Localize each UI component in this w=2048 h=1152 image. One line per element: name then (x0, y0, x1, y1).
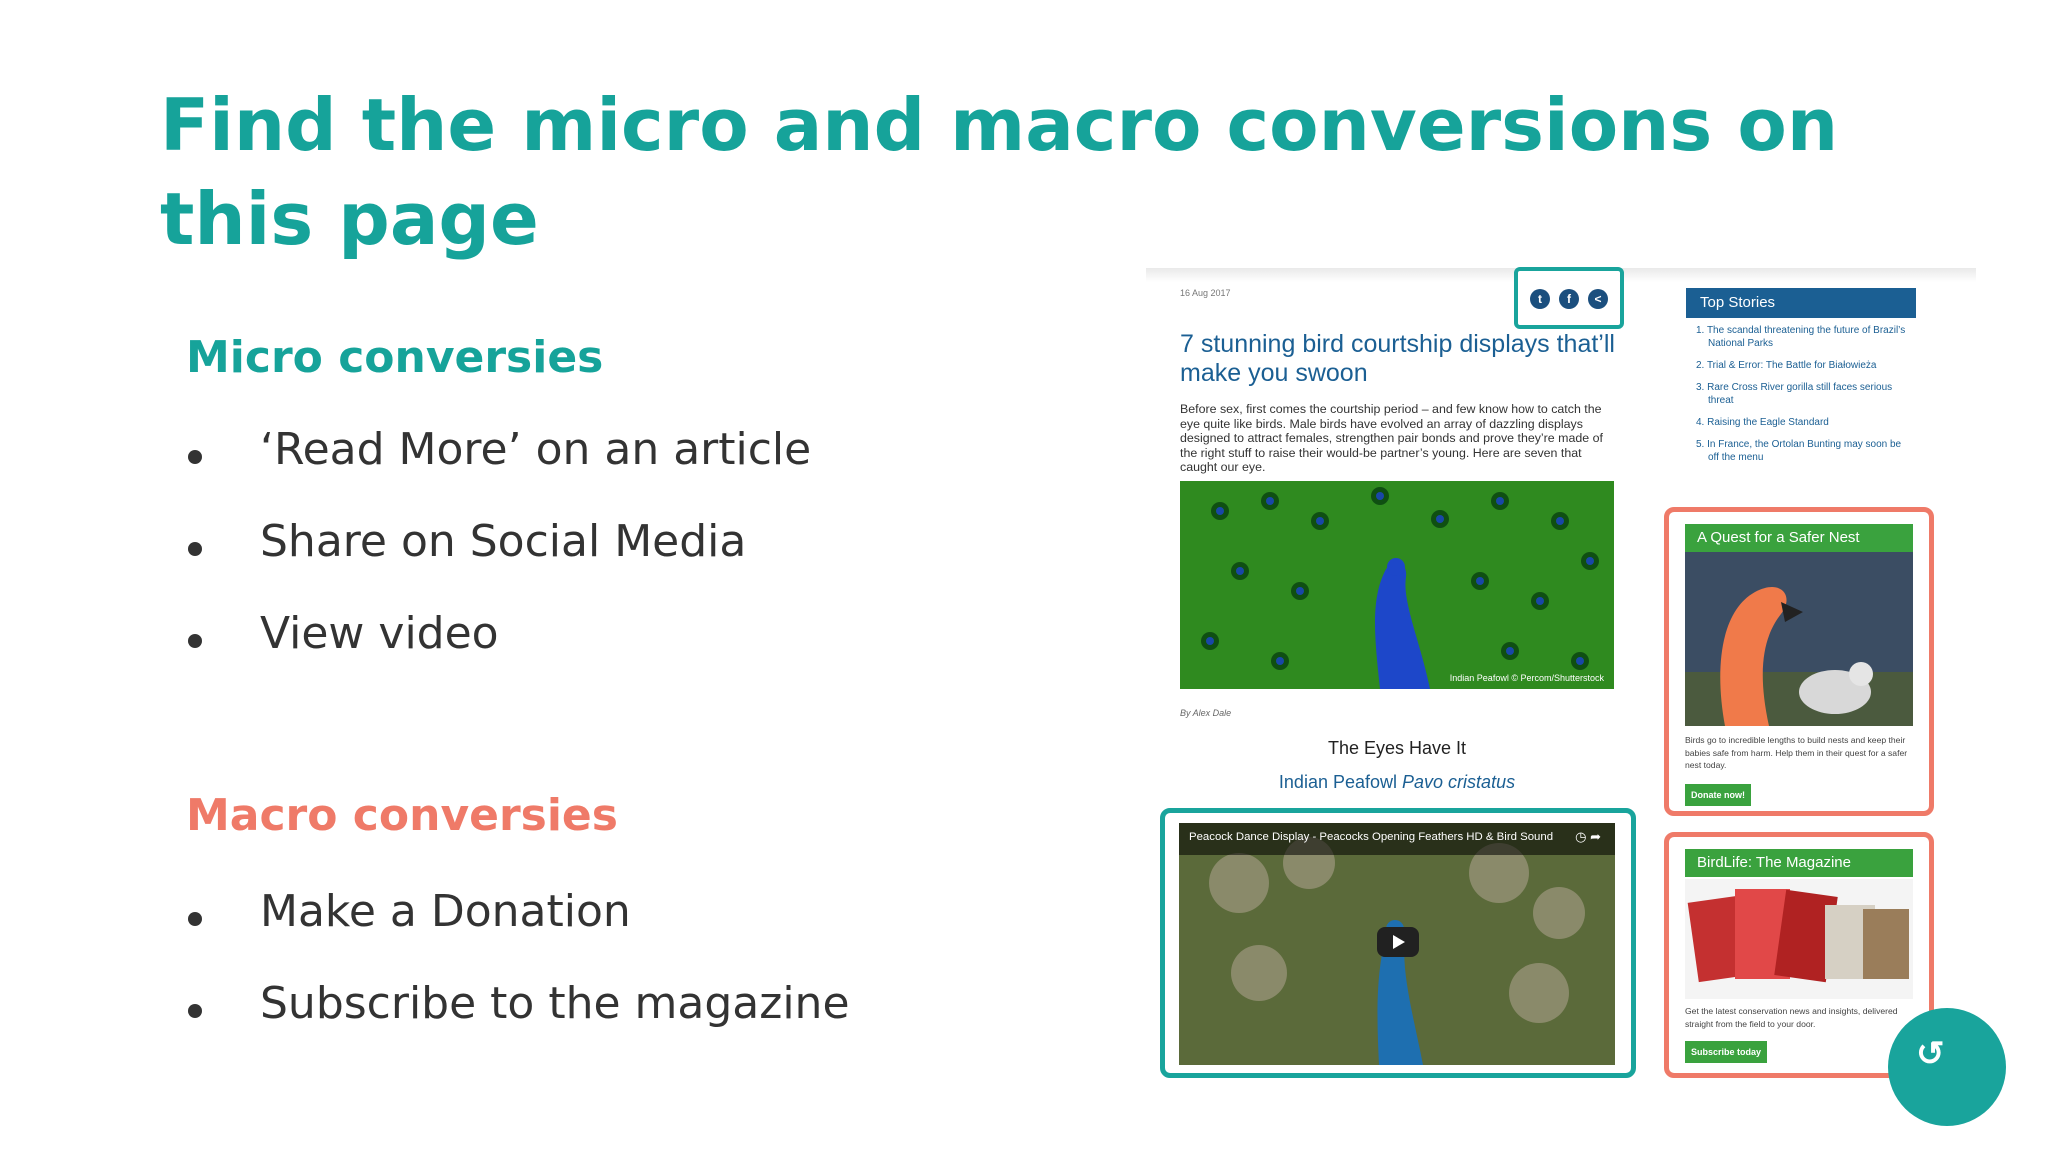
subscribe-button[interactable]: Subscribe today (1685, 1041, 1767, 1063)
video-highlight (1160, 808, 1636, 1078)
article-intro: Before sex, first comes the courtship period – and few know how to catch the eye quite like birds. Male birds have evolved an array of dazzling displays designed to attract females, strengthen pair bonds and prove they’re made of the right stuff to raise their would-be partner’s young. Here are seven that caught our eye. (1180, 402, 1603, 474)
bullet-icon (188, 542, 202, 556)
story-link[interactable]: 1. The scandal threatening the future of Brazil’s National Parks (1696, 325, 1906, 349)
peacock-image (1180, 481, 1614, 689)
nest-promo-text: Birds go to incredible lengths to build nests and keep their babies safe from harm. Help them in their quest for a safer nest today. (1685, 735, 1908, 770)
logo-glyph-icon: ↺ (1916, 1035, 1945, 1073)
magazine-promo-title: BirdLife: The Magazine (1685, 849, 1913, 877)
article-date: 16 Aug 2017 (1180, 288, 1231, 298)
flamingo-image (1685, 552, 1913, 726)
bullet-icon (188, 634, 202, 648)
nest-promo-title: A Quest for a Safer Nest (1685, 524, 1913, 552)
magazine-promo-text: Get the latest conservation news and insights, delivered straight from the field to your door. (1685, 1006, 1898, 1029)
twitter-icon[interactable]: t (1530, 289, 1550, 309)
magazine-covers-image (1685, 879, 1913, 999)
top-stories (1686, 288, 1916, 473)
clock-icon[interactable]: ◷ (1575, 829, 1587, 844)
webpage-screenshot (1146, 268, 1976, 1078)
video-player[interactable] (1179, 823, 1615, 1065)
byline: By Alex Dale (1180, 708, 1232, 718)
top-stories-header: Top Stories (1686, 288, 1916, 318)
play-icon (1393, 935, 1405, 949)
story-link[interactable]: 3. Rare Cross River gorilla still faces serious threat (1696, 382, 1893, 406)
play-button[interactable] (1377, 927, 1419, 957)
video-title: Peacock Dance Display - Peacocks Opening Feathers HD & Bird Sound (1189, 831, 1554, 843)
donation-highlight (1664, 507, 1934, 816)
caption-title: The Eyes Have It (1327, 738, 1467, 758)
magazine-covers-illustration (1685, 879, 1913, 999)
macro-conversions-heading: Macro conversies (186, 790, 618, 841)
donate-button[interactable]: Donate now! (1685, 784, 1751, 806)
article-title[interactable]: 7 stunning bird courtship displays that’ll make you swoon (1180, 330, 1615, 387)
caption-latin-name: Pavo cristatus (1402, 772, 1516, 792)
bullet-icon (188, 450, 202, 464)
story-link[interactable]: 5. In France, the Ortolan Bunting may soon be off the menu (1696, 439, 1902, 463)
slide-title: Find the micro and macro conversions on this page (160, 83, 1839, 261)
caption-subtitle (1180, 772, 1614, 793)
story-link[interactable]: 4. Raising the Eagle Standard (1696, 417, 1829, 428)
social-share-highlight (1514, 267, 1624, 329)
peacock-illustration (1180, 481, 1614, 689)
flamingo-illustration (1685, 552, 1913, 726)
micro-conversions-heading: Micro conversies (186, 332, 604, 383)
corner-logo (1888, 1008, 2006, 1126)
bullet-icon (188, 1004, 202, 1018)
share-icon[interactable]: < (1588, 289, 1608, 309)
bullet-icon (188, 912, 202, 926)
share-arrow-icon[interactable]: ➦ (1590, 829, 1601, 844)
story-link[interactable]: 2. Trial & Error: The Battle for Białowieża (1696, 360, 1877, 371)
video-controls (1575, 829, 1601, 845)
story-list (1686, 318, 1916, 464)
caption-common-name: Indian Peafowl (1278, 772, 1398, 792)
image-credit: Indian Peafowl © Percom/Shutterstock (1449, 673, 1604, 683)
facebook-icon[interactable]: f (1559, 289, 1579, 309)
